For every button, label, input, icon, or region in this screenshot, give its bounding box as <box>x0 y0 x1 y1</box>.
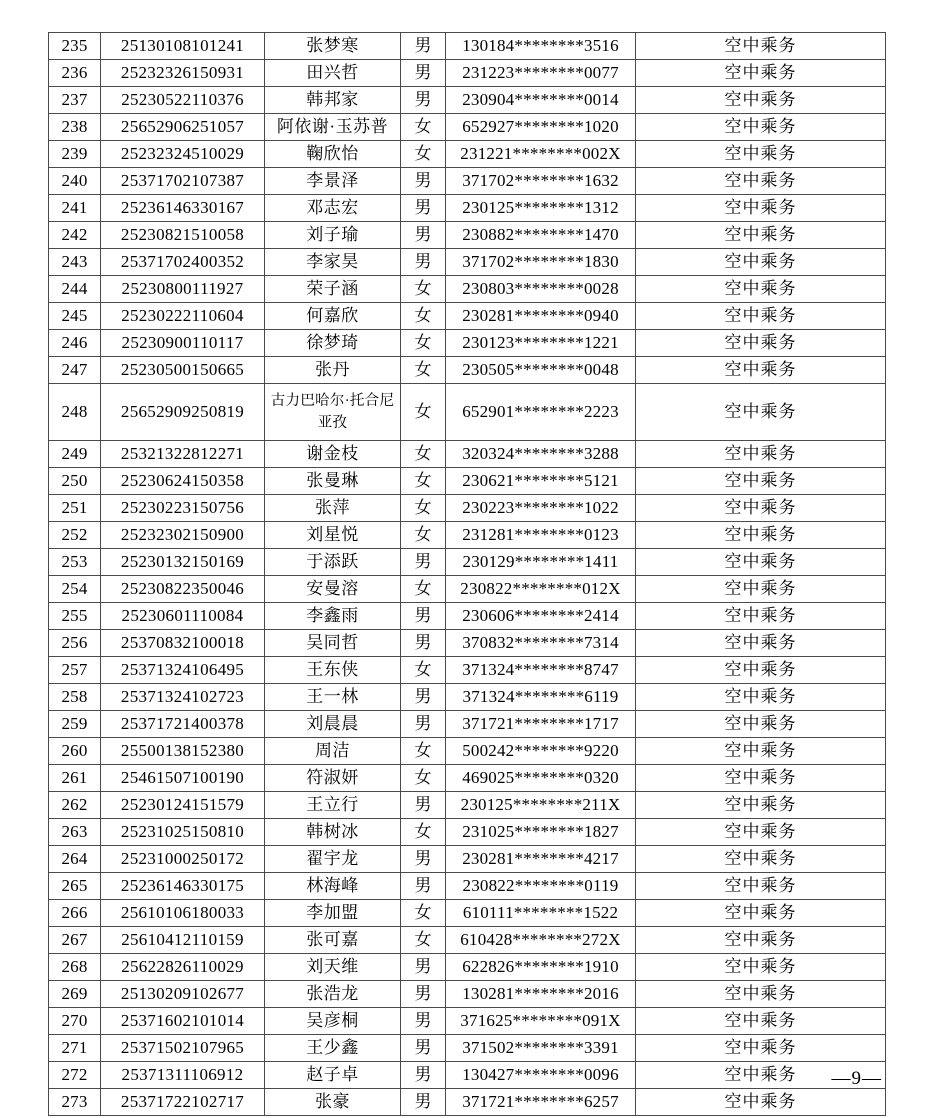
row-id-number: 371721********6257 <box>446 1089 636 1116</box>
row-name: 张豪 <box>265 1089 401 1116</box>
row-id-number: 230822********0119 <box>446 873 636 900</box>
row-seq: 243 <box>49 249 101 276</box>
row-name: 刘星悦 <box>265 522 401 549</box>
row-exam-number: 25236146330175 <box>101 873 265 900</box>
row-major: 空中乘务 <box>636 765 886 792</box>
row-seq: 273 <box>49 1089 101 1116</box>
row-id-number: 370832********7314 <box>446 630 636 657</box>
row-exam-number: 25230222110604 <box>101 303 265 330</box>
row-seq: 247 <box>49 357 101 384</box>
row-major: 空中乘务 <box>636 1008 886 1035</box>
row-id-number: 231281********0123 <box>446 522 636 549</box>
row-gender: 女 <box>401 357 446 384</box>
row-gender: 男 <box>401 1035 446 1062</box>
row-exam-number: 25231025150810 <box>101 819 265 846</box>
row-id-number: 230822********012X <box>446 576 636 603</box>
row-gender: 女 <box>401 468 446 495</box>
row-id-number: 230129********1411 <box>446 549 636 576</box>
row-id-number: 130427********0096 <box>446 1062 636 1089</box>
table-row <box>49 657 886 684</box>
row-exam-number: 25236146330167 <box>101 195 265 222</box>
table-row <box>49 384 886 441</box>
row-seq: 270 <box>49 1008 101 1035</box>
table-row <box>49 330 886 357</box>
row-id-number: 230281********0940 <box>446 303 636 330</box>
row-exam-number: 25370832100018 <box>101 630 265 657</box>
row-gender: 男 <box>401 630 446 657</box>
table-row <box>49 1062 886 1089</box>
row-id-number: 371324********8747 <box>446 657 636 684</box>
row-major: 空中乘务 <box>636 630 886 657</box>
row-name: 安曼溶 <box>265 576 401 603</box>
row-id-number: 622826********1910 <box>446 954 636 981</box>
row-major: 空中乘务 <box>636 141 886 168</box>
row-name: 翟宇龙 <box>265 846 401 873</box>
row-exam-number: 25230223150756 <box>101 495 265 522</box>
row-gender: 女 <box>401 303 446 330</box>
row-seq: 264 <box>49 846 101 873</box>
row-gender: 男 <box>401 1089 446 1116</box>
row-major: 空中乘务 <box>636 33 886 60</box>
row-exam-number: 25230822350046 <box>101 576 265 603</box>
row-major: 空中乘务 <box>636 684 886 711</box>
roster-table-body <box>49 33 886 1116</box>
row-name: 王立行 <box>265 792 401 819</box>
row-gender: 女 <box>401 576 446 603</box>
row-gender: 男 <box>401 87 446 114</box>
row-name: 刘子瑜 <box>265 222 401 249</box>
row-exam-number: 25652909250819 <box>101 384 265 441</box>
row-id-number: 320324********3288 <box>446 441 636 468</box>
row-id-number: 371702********1632 <box>446 168 636 195</box>
row-id-number: 230904********0014 <box>446 87 636 114</box>
row-gender: 男 <box>401 222 446 249</box>
row-gender: 男 <box>401 1008 446 1035</box>
row-exam-number: 25371722102717 <box>101 1089 265 1116</box>
row-major: 空中乘务 <box>636 981 886 1008</box>
row-gender: 女 <box>401 141 446 168</box>
row-id-number: 231223********0077 <box>446 60 636 87</box>
table-row <box>49 711 886 738</box>
row-major: 空中乘务 <box>636 846 886 873</box>
row-major: 空中乘务 <box>636 168 886 195</box>
row-name: 张曼琳 <box>265 468 401 495</box>
row-id-number: 230606********2414 <box>446 603 636 630</box>
row-major: 空中乘务 <box>636 330 886 357</box>
row-seq: 235 <box>49 33 101 60</box>
row-seq: 258 <box>49 684 101 711</box>
row-name: 鞠欣怡 <box>265 141 401 168</box>
table-row <box>49 684 886 711</box>
row-major: 空中乘务 <box>636 495 886 522</box>
row-id-number: 230882********1470 <box>446 222 636 249</box>
row-name: 李景泽 <box>265 168 401 195</box>
row-major: 空中乘务 <box>636 249 886 276</box>
row-seq: 257 <box>49 657 101 684</box>
row-id-number: 230123********1221 <box>446 330 636 357</box>
row-name: 何嘉欣 <box>265 303 401 330</box>
table-row <box>49 468 886 495</box>
table-row <box>49 222 886 249</box>
row-exam-number: 25230900110117 <box>101 330 265 357</box>
row-major: 空中乘务 <box>636 657 886 684</box>
row-major: 空中乘务 <box>636 357 886 384</box>
row-gender: 男 <box>401 954 446 981</box>
row-major: 空中乘务 <box>636 954 886 981</box>
row-seq: 248 <box>49 384 101 441</box>
table-row <box>49 357 886 384</box>
row-name: 阿依谢·玉苏普 <box>265 114 401 141</box>
row-id-number: 469025********0320 <box>446 765 636 792</box>
table-row <box>49 303 886 330</box>
row-id-number: 371721********1717 <box>446 711 636 738</box>
table-row <box>49 495 886 522</box>
row-gender: 男 <box>401 33 446 60</box>
table-row <box>49 249 886 276</box>
table-row <box>49 276 886 303</box>
row-gender: 女 <box>401 819 446 846</box>
row-gender: 女 <box>401 276 446 303</box>
row-id-number: 230621********5121 <box>446 468 636 495</box>
row-exam-number: 25500138152380 <box>101 738 265 765</box>
table-row <box>49 927 886 954</box>
row-gender: 男 <box>401 873 446 900</box>
row-major: 空中乘务 <box>636 384 886 441</box>
row-exam-number: 25610412110159 <box>101 927 265 954</box>
table-row <box>49 981 886 1008</box>
row-gender: 女 <box>401 114 446 141</box>
row-major: 空中乘务 <box>636 1089 886 1116</box>
row-seq: 260 <box>49 738 101 765</box>
row-gender: 男 <box>401 249 446 276</box>
row-id-number: 371702********1830 <box>446 249 636 276</box>
row-seq: 250 <box>49 468 101 495</box>
row-name: 王一林 <box>265 684 401 711</box>
row-major: 空中乘务 <box>636 60 886 87</box>
row-name: 吴同哲 <box>265 630 401 657</box>
row-name: 张可嘉 <box>265 927 401 954</box>
row-seq: 253 <box>49 549 101 576</box>
row-exam-number: 25232324510029 <box>101 141 265 168</box>
row-gender: 男 <box>401 195 446 222</box>
row-seq: 246 <box>49 330 101 357</box>
table-row <box>49 60 886 87</box>
row-exam-number: 25371702400352 <box>101 249 265 276</box>
row-seq: 245 <box>49 303 101 330</box>
row-major: 空中乘务 <box>636 603 886 630</box>
row-gender: 女 <box>401 765 446 792</box>
row-gender: 男 <box>401 168 446 195</box>
row-name: 刘天维 <box>265 954 401 981</box>
row-major: 空中乘务 <box>636 576 886 603</box>
row-name: 李加盟 <box>265 900 401 927</box>
row-gender: 男 <box>401 711 446 738</box>
row-exam-number: 25371311106912 <box>101 1062 265 1089</box>
row-major: 空中乘务 <box>636 549 886 576</box>
row-gender: 男 <box>401 60 446 87</box>
row-seq: 269 <box>49 981 101 1008</box>
row-exam-number: 25652906251057 <box>101 114 265 141</box>
row-gender: 男 <box>401 981 446 1008</box>
row-major: 空中乘务 <box>636 711 886 738</box>
row-exam-number: 25610106180033 <box>101 900 265 927</box>
row-gender: 女 <box>401 657 446 684</box>
table-row <box>49 900 886 927</box>
row-exam-number: 25371702107387 <box>101 168 265 195</box>
table-row <box>49 846 886 873</box>
row-id-number: 130281********2016 <box>446 981 636 1008</box>
row-seq: 266 <box>49 900 101 927</box>
row-major: 空中乘务 <box>636 522 886 549</box>
table-row <box>49 630 886 657</box>
row-major: 空中乘务 <box>636 303 886 330</box>
table-row <box>49 141 886 168</box>
row-id-number: 610111********1522 <box>446 900 636 927</box>
row-exam-number: 25371324106495 <box>101 657 265 684</box>
row-gender: 男 <box>401 603 446 630</box>
row-major: 空中乘务 <box>636 195 886 222</box>
row-seq: 236 <box>49 60 101 87</box>
row-id-number: 652927********1020 <box>446 114 636 141</box>
row-seq: 259 <box>49 711 101 738</box>
row-exam-number: 25231000250172 <box>101 846 265 873</box>
row-name: 刘晨晨 <box>265 711 401 738</box>
row-major: 空中乘务 <box>636 441 886 468</box>
row-seq: 267 <box>49 927 101 954</box>
row-name: 田兴哲 <box>265 60 401 87</box>
row-exam-number: 25230800111927 <box>101 276 265 303</box>
row-major: 空中乘务 <box>636 927 886 954</box>
row-name: 荣子涵 <box>265 276 401 303</box>
row-major: 空中乘务 <box>636 222 886 249</box>
row-major: 空中乘务 <box>636 468 886 495</box>
row-seq: 256 <box>49 630 101 657</box>
row-name: 王东侠 <box>265 657 401 684</box>
table-row <box>49 576 886 603</box>
row-exam-number: 25371721400378 <box>101 711 265 738</box>
row-id-number: 130184********3516 <box>446 33 636 60</box>
row-seq: 239 <box>49 141 101 168</box>
row-gender: 女 <box>401 441 446 468</box>
row-gender: 男 <box>401 1062 446 1089</box>
row-id-number: 231025********1827 <box>446 819 636 846</box>
row-id-number: 230281********4217 <box>446 846 636 873</box>
table-row <box>49 1008 886 1035</box>
row-seq: 237 <box>49 87 101 114</box>
page-number: —9— <box>831 1068 882 1089</box>
row-exam-number: 25461507100190 <box>101 765 265 792</box>
row-id-number: 500242********9220 <box>446 738 636 765</box>
row-seq: 262 <box>49 792 101 819</box>
row-name: 李家昊 <box>265 249 401 276</box>
row-seq: 255 <box>49 603 101 630</box>
table-row <box>49 765 886 792</box>
row-exam-number: 25230124151579 <box>101 792 265 819</box>
row-name: 符淑妍 <box>265 765 401 792</box>
row-name: 韩邦家 <box>265 87 401 114</box>
row-seq: 249 <box>49 441 101 468</box>
row-major: 空中乘务 <box>636 87 886 114</box>
row-name: 吴彦桐 <box>265 1008 401 1035</box>
row-exam-number: 25371602101014 <box>101 1008 265 1035</box>
row-seq: 268 <box>49 954 101 981</box>
row-name: 邓志宏 <box>265 195 401 222</box>
row-exam-number: 25230601110084 <box>101 603 265 630</box>
row-id-number: 230223********1022 <box>446 495 636 522</box>
row-id-number: 371625********091X <box>446 1008 636 1035</box>
row-id-number: 230125********1312 <box>446 195 636 222</box>
table-row <box>49 522 886 549</box>
table-row <box>49 1035 886 1062</box>
row-exam-number: 25371502107965 <box>101 1035 265 1062</box>
row-major: 空中乘务 <box>636 792 886 819</box>
row-name: 张丹 <box>265 357 401 384</box>
row-exam-number: 25130108101241 <box>101 33 265 60</box>
row-gender: 男 <box>401 684 446 711</box>
table-row <box>49 603 886 630</box>
table-row <box>49 441 886 468</box>
row-exam-number: 25232326150931 <box>101 60 265 87</box>
row-gender: 女 <box>401 738 446 765</box>
table-row <box>49 873 886 900</box>
roster-table <box>48 32 886 1116</box>
row-name: 林海峰 <box>265 873 401 900</box>
row-seq: 241 <box>49 195 101 222</box>
table-row <box>49 1089 886 1116</box>
row-exam-number: 25230132150169 <box>101 549 265 576</box>
row-id-number: 230803********0028 <box>446 276 636 303</box>
roster-table-container <box>48 32 885 1116</box>
row-name: 古力巴哈尔·托合尼亚孜 <box>265 384 401 441</box>
table-row <box>49 114 886 141</box>
row-seq: 244 <box>49 276 101 303</box>
row-major: 空中乘务 <box>636 900 886 927</box>
row-exam-number: 25230821510058 <box>101 222 265 249</box>
row-major: 空中乘务 <box>636 276 886 303</box>
row-id-number: 371502********3391 <box>446 1035 636 1062</box>
row-gender: 男 <box>401 549 446 576</box>
row-seq: 272 <box>49 1062 101 1089</box>
table-row <box>49 195 886 222</box>
table-row <box>49 87 886 114</box>
row-name: 赵子卓 <box>265 1062 401 1089</box>
row-seq: 263 <box>49 819 101 846</box>
row-name: 张梦寒 <box>265 33 401 60</box>
row-major: 空中乘务 <box>636 114 886 141</box>
table-row <box>49 954 886 981</box>
row-seq: 252 <box>49 522 101 549</box>
row-name: 徐梦琦 <box>265 330 401 357</box>
row-id-number: 610428********272X <box>446 927 636 954</box>
row-name: 王少鑫 <box>265 1035 401 1062</box>
table-row <box>49 33 886 60</box>
row-gender: 男 <box>401 792 446 819</box>
row-seq: 261 <box>49 765 101 792</box>
row-major: 空中乘务 <box>636 1035 886 1062</box>
row-name: 韩树冰 <box>265 819 401 846</box>
row-name: 张浩龙 <box>265 981 401 1008</box>
row-id-number: 652901********2223 <box>446 384 636 441</box>
table-row <box>49 549 886 576</box>
row-id-number: 231221********002X <box>446 141 636 168</box>
row-gender: 女 <box>401 900 446 927</box>
row-gender: 女 <box>401 384 446 441</box>
row-id-number: 230505********0048 <box>446 357 636 384</box>
row-seq: 240 <box>49 168 101 195</box>
row-seq: 265 <box>49 873 101 900</box>
row-major: 空中乘务 <box>636 819 886 846</box>
row-exam-number: 25130209102677 <box>101 981 265 1008</box>
row-name: 于添跃 <box>265 549 401 576</box>
row-gender: 女 <box>401 522 446 549</box>
row-seq: 254 <box>49 576 101 603</box>
row-seq: 238 <box>49 114 101 141</box>
row-gender: 女 <box>401 927 446 954</box>
row-seq: 251 <box>49 495 101 522</box>
row-major: 空中乘务 <box>636 1062 886 1089</box>
row-exam-number: 25321322812271 <box>101 441 265 468</box>
row-gender: 女 <box>401 330 446 357</box>
row-name: 李鑫雨 <box>265 603 401 630</box>
table-row <box>49 792 886 819</box>
row-name: 周洁 <box>265 738 401 765</box>
row-name: 谢金枝 <box>265 441 401 468</box>
row-exam-number: 25230522110376 <box>101 87 265 114</box>
row-exam-number: 25230624150358 <box>101 468 265 495</box>
row-major: 空中乘务 <box>636 873 886 900</box>
table-row <box>49 738 886 765</box>
row-exam-number: 25230500150665 <box>101 357 265 384</box>
row-id-number: 371324********6119 <box>446 684 636 711</box>
row-exam-number: 25232302150900 <box>101 522 265 549</box>
row-gender: 女 <box>401 495 446 522</box>
row-seq: 242 <box>49 222 101 249</box>
row-id-number: 230125********211X <box>446 792 636 819</box>
row-exam-number: 25622826110029 <box>101 954 265 981</box>
row-exam-number: 25371324102723 <box>101 684 265 711</box>
row-major: 空中乘务 <box>636 738 886 765</box>
row-seq: 271 <box>49 1035 101 1062</box>
table-row <box>49 819 886 846</box>
row-gender: 男 <box>401 846 446 873</box>
table-row <box>49 168 886 195</box>
row-name: 张萍 <box>265 495 401 522</box>
